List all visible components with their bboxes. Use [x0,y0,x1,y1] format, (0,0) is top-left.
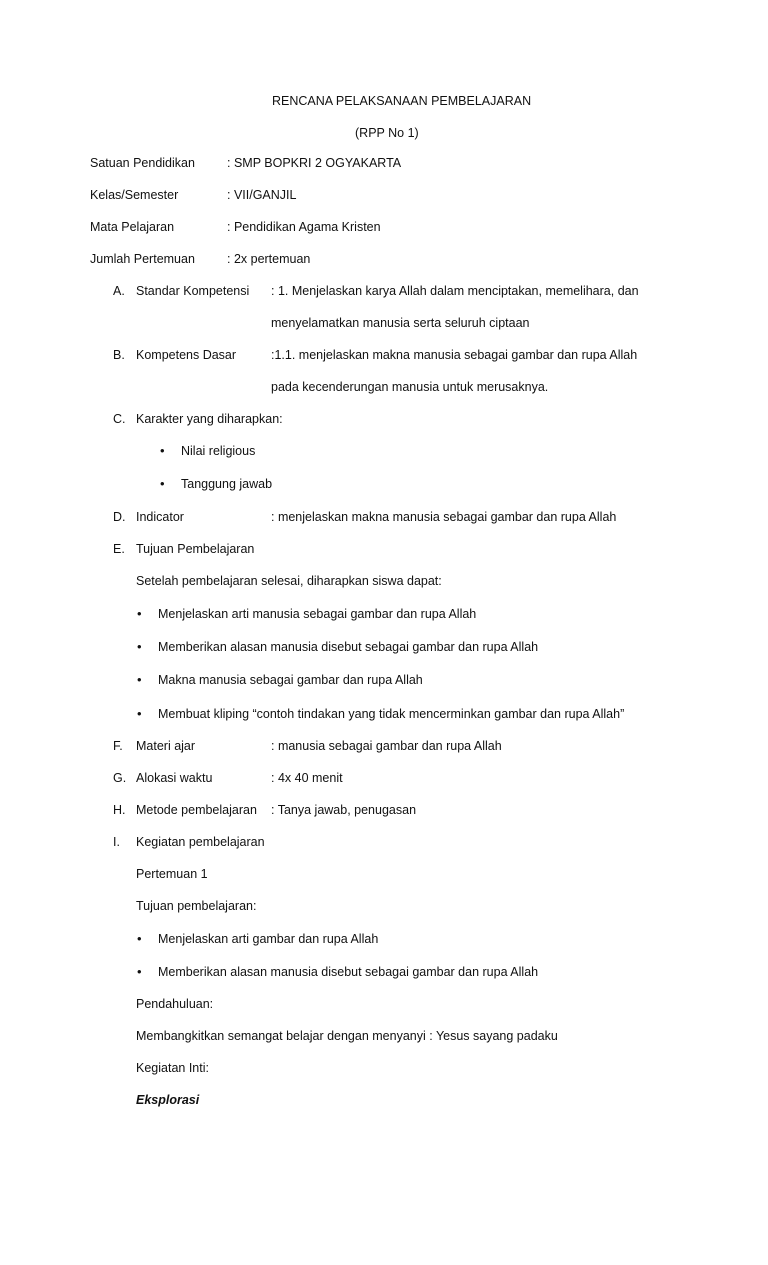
page-subtitle: (RPP No 1) [355,126,419,140]
identity-label-meetings: Jumlah Pertemuan [90,252,195,266]
bullet-icon: • [137,706,142,721]
identity-label-subject: Mata Pelajaran [90,220,175,234]
section-f-label: Materi ajar [136,739,196,753]
section-d-label: Indicator [136,510,184,524]
section-e-letter: E. [113,542,125,556]
section-g-letter: G. [113,771,127,785]
character-item: Tanggung jawab [181,477,273,491]
section-i-letter: I. [113,835,120,849]
identity-label-class: Kelas/Semester [90,188,179,202]
bullet-icon: • [137,639,142,654]
intro-text: Membangkitkan semangat belajar dengan menyanyi : Yesus sayang padaku [136,1029,558,1043]
identity-value-meetings: : 2x pertemuan [227,252,311,266]
section-d-value: : menjelaskan makna manusia sebagai gambar dan rupa Allah [271,510,617,524]
section-i-label: Kegiatan pembelajaran [136,835,265,849]
section-a-letter: A. [113,284,125,298]
exploration-heading: Eksplorasi [136,1093,200,1107]
objective-item: Membuat kliping “contoh tindakan yang tidak mencerminkan gambar dan rupa Allah” [158,707,625,721]
section-b-label: Kompetens Dasar [136,348,237,362]
identity-value-school: : SMP BOPKRI 2 OGYAKARTA [227,156,402,170]
bullet-icon: • [137,964,142,979]
bullet-icon: • [137,672,142,687]
section-b-letter: B. [113,348,125,362]
character-item: Nilai religious [181,444,256,458]
section-a-value-line2: menyelamatkan manusia serta seluruh ciptaan [271,316,530,330]
section-e-intro: Setelah pembelajaran selesai, diharapkan siswa dapat: [136,574,442,588]
objective-item: Memberikan alasan manusia disebut sebagai gambar dan rupa Allah [158,640,539,654]
intro-label: Pendahuluan: [136,997,214,1011]
section-g-value: : 4x 40 menit [271,771,343,785]
section-f-value: : manusia sebagai gambar dan rupa Allah [271,739,502,753]
goal-item: Menjelaskan arti gambar dan rupa Allah [158,932,379,946]
identity-value-class: : VII/GANJIL [227,188,297,202]
section-c-letter: C. [113,412,126,426]
section-h-value: : Tanya jawab, penugasan [271,803,417,817]
identity-value-subject: : Pendidikan Agama Kristen [227,220,381,234]
section-a-label: Standar Kompetensi [136,284,250,298]
bullet-icon: • [160,443,165,458]
section-h-letter: H. [113,803,126,817]
goals-label: Tujuan pembelajaran: [136,899,257,913]
section-d-letter: D. [113,510,126,524]
page-title: RENCANA PELAKSANAAN PEMBELAJARAN [272,94,532,108]
bullet-icon: • [160,476,165,491]
identity-label-school: Satuan Pendidikan [90,156,195,170]
objective-item: Menjelaskan arti manusia sebagai gambar dan rupa Allah [158,607,477,621]
section-c-label: Karakter yang diharapkan: [136,412,283,426]
meeting-label: Pertemuan 1 [136,867,208,881]
section-e-label: Tujuan Pembelajaran [136,542,255,556]
section-f-letter: F. [113,739,123,753]
section-h-label: Metode pembelajaran [136,803,257,817]
section-g-label: Alokasi waktu [136,771,213,785]
section-b-value-line2: pada kecenderungan manusia untuk merusaknya. [271,380,549,394]
core-activity-label: Kegiatan Inti: [136,1061,209,1075]
bullet-icon: • [137,931,142,946]
section-a-value-line1: : 1. Menjelaskan karya Allah dalam menciptakan, memelihara, dan [271,284,639,298]
section-b-value-line1: :1.1. menjelaskan makna manusia sebagai gambar dan rupa Allah [271,348,638,362]
bullet-icon: • [137,606,142,621]
goal-item: Memberikan alasan manusia disebut sebagai gambar dan rupa Allah [158,965,539,979]
objective-item: Makna manusia sebagai gambar dan rupa Allah [158,673,423,687]
